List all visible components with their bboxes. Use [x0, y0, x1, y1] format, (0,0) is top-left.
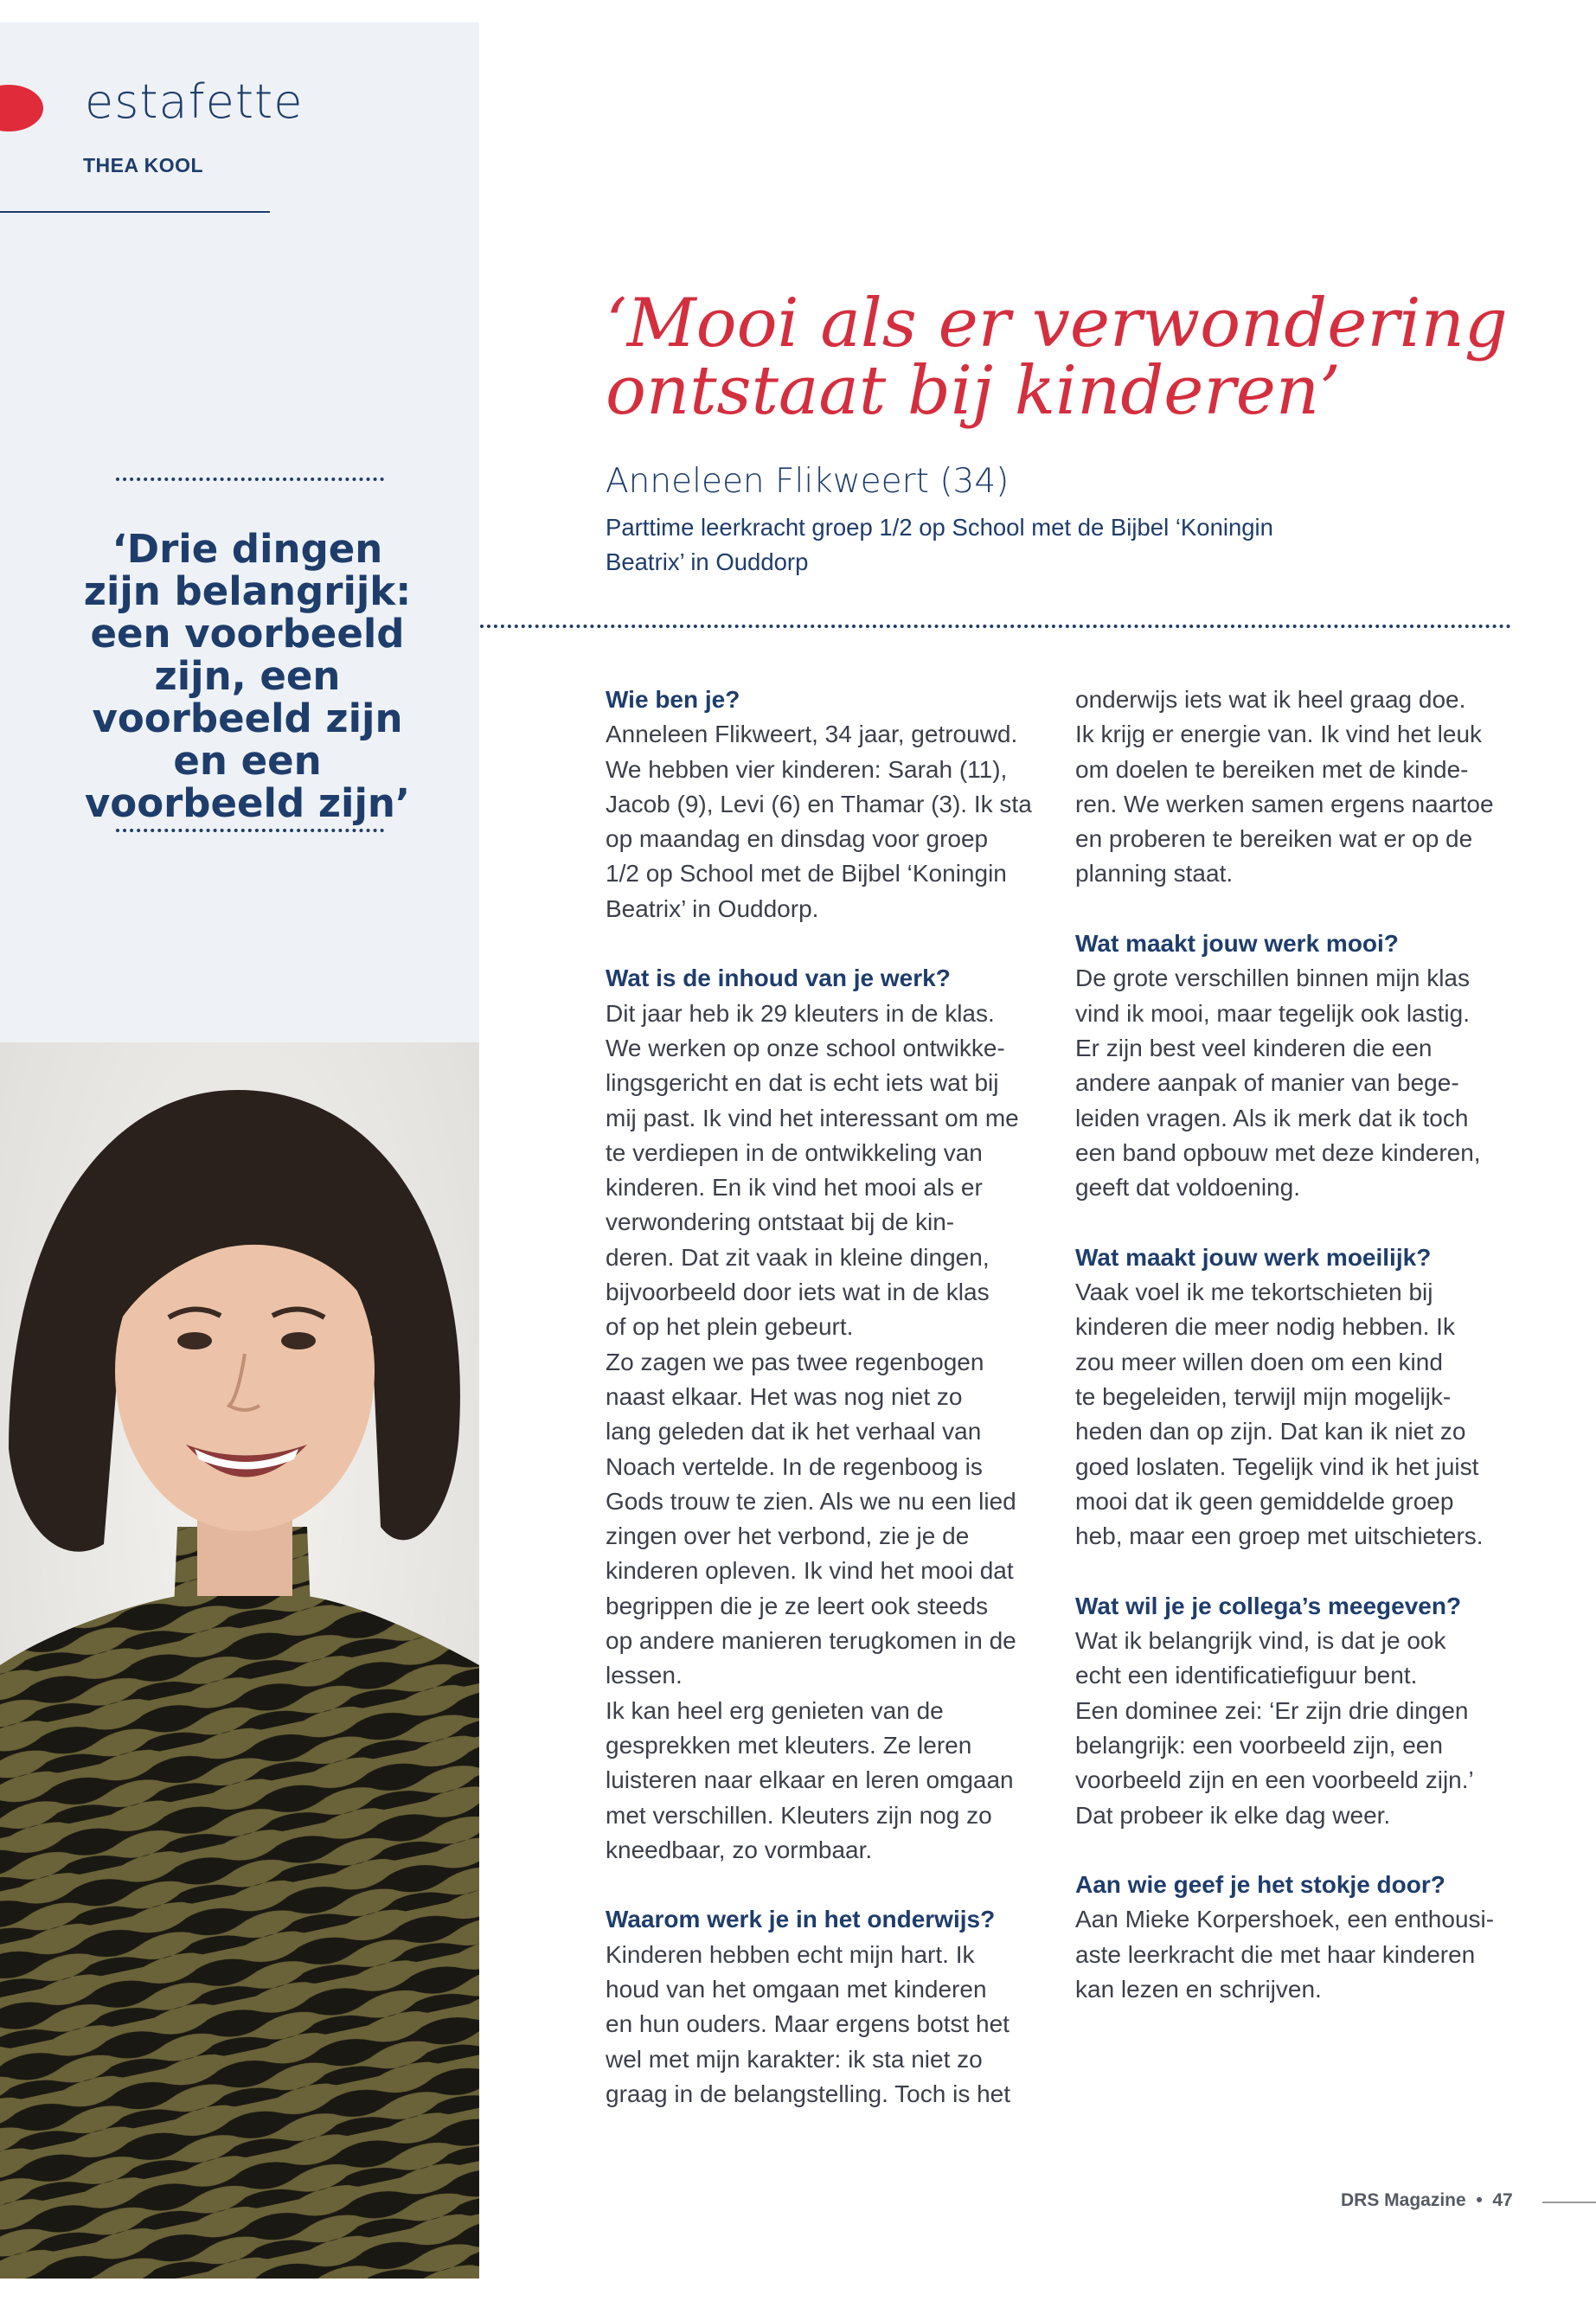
- question-heading: Wat maakt jouw werk mooi?: [1075, 930, 1399, 958]
- answer-text: Kinderen hebben echt mijn hart. Ik houd van het omgaan met kinderen en hun ouders. Maar ergens botst het wel met mijn karakter: ik sta niet zo graag in de belangstelling. Toch is het: [606, 1940, 1011, 2107]
- answer-text: Aan Mieke Korpershoek, een enthousi- aste leerkracht die met haar kinderen kan lezen en schrijven.: [1075, 1906, 1495, 2003]
- author-name: THEA KOOL: [83, 154, 204, 176]
- header-divider: [480, 625, 1511, 628]
- section-label: estafette: [85, 74, 304, 129]
- footer-rule: [1542, 2202, 1596, 2203]
- subject-name: Anneleen Flikweert (34): [606, 462, 1010, 501]
- answer-continuation: onderwijs iets wat ik heel graag doe. Ik krijg er energie van. Ik vind het leuk om doelen te bereiken met de kinde- ren. We werken samen ergens naartoe en proberen te bereiken wat er op de planning staat.: [1075, 686, 1494, 888]
- footer-page-info: DRS Magazine • 47: [1341, 2190, 1513, 2210]
- author-divider: [0, 211, 270, 213]
- portrait-photo: [0, 1042, 479, 2279]
- answer-text: Wat ik belangrijk vind, is dat je ook echt een identificatiefiguur bent. Een dominee zei: ‘Er zijn drie dingen belangrijk: een voorbeeld zijn, een voorbeeld zijn en een voorbeeld zijn.’ Dat probeer ik elke dag weer.: [1075, 1627, 1474, 1829]
- question-heading: Wat is de inhoud van je werk?: [606, 965, 951, 992]
- answer-text: Dit jaar heb ik 29 kleuters in de klas. We werken op onze school ontwikke- lingsgericht en dat is echt iets wat bij mij past. Ik vind het interessant om me te verdiepen in de ontwikkeling van kinderen. En ik vind het mooi als er verwondering ontstaat bij de kin- deren. Dat zit vaak in kleine dingen, bijvoorbeeld door iets wat in de klas of op het plein gebeurt. Zo zagen we pas twee regenbogen naast elkaar. Het was nog niet zo lang geleden dat ik het verhaal van Noach vertelde. In de regenboog is Gods trouw te zien. Als we nu een lied zingen over het verbond, zie je de kinderen opleven. Ik vind het mooi dat begrippen die je ze leert ook steeds op andere manieren terugkomen in de lessen. Ik kan heel erg genieten van de gesprekken met kleuters. Ze leren luisteren naar elkaar en leren omgaan met verschillen. Kleuters zijn nog zo kneedbaar, zo vormbaar.: [606, 999, 1019, 1863]
- article-column-left: [606, 683, 1055, 2146]
- article-column-right: [1075, 683, 1525, 2042]
- answer-text: Vaak voel ik me tekortschieten bij kinderen die meer nodig hebben. Ik zou meer willen doen om een kind te begeleiden, terwijl mijn mogelijk- heden dan op zijn. Dat kan ik niet zo goed loslaten. Tegelijk vind ik het juist mooi dat ik geen gemiddelde groep heb, maar een groep met uitschieters.: [1075, 1279, 1484, 1550]
- article-title: [606, 285, 1508, 430]
- question-heading: Aan wie geef je het stokje door?: [1075, 1871, 1445, 1899]
- title-line-2: ontstaat bij kinderen’: [606, 352, 1341, 430]
- title-line-1: ‘Mooi als er verwondering: [606, 285, 1508, 362]
- pull-quote-top-divider: [116, 478, 384, 481]
- pull-quote-bottom-divider: [116, 829, 384, 832]
- question-heading: Wat wil je je collega’s meegeven?: [1075, 1592, 1462, 1619]
- subject-role: Parttime leerkracht groep 1/2 op School met de Bijbel ‘Koningin Beatrix’ in Ouddorp: [606, 514, 1273, 575]
- question-heading: Wat maakt jouw werk moeilijk?: [1075, 1243, 1432, 1271]
- answer-text: Anneleen Flikweert, 34 jaar, getrouwd. We hebben vier kinderen: Sarah (11), Jacob (9), Levi (6) en Thamar (3). Ik sta op maandag en dinsdag voor groep 1/2 op School met de Bijbel ‘Koningin Beatrix’ in Ouddorp.: [606, 721, 1032, 922]
- question-heading: Waarom werk je in het onderwijs?: [606, 1906, 996, 1933]
- pull-quote: ‘Drie dingen zijn belangrijk: een voorbeeld zijn, een voorbeeld zijn en een voorbeeld zijn’: [83, 526, 412, 826]
- answer-text: De grote verschillen binnen mijn klas vind ik mooi, maar tegelijk ook lastig. Er zijn best veel kinderen die een andere aanpak of manier van bege- leiden vragen. Als ik merk dat ik toch een band opbouw met deze kinderen, geeft dat voldoening.: [1075, 965, 1481, 1202]
- question-heading: Wie ben je?: [606, 686, 740, 713]
